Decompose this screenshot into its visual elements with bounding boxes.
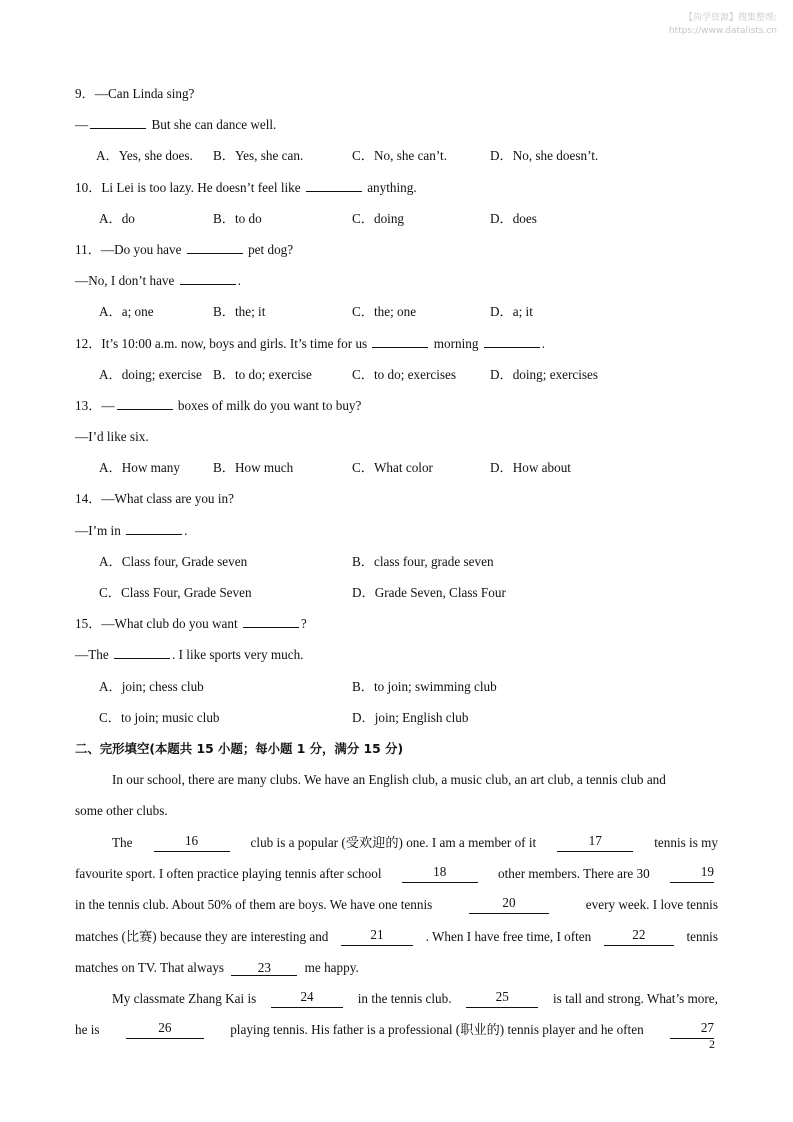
- q10-blank: [306, 180, 362, 192]
- q13-option-b: B．How much: [213, 460, 294, 475]
- q12-option-b: B．to do; exercise: [213, 367, 312, 382]
- cloze-gap-21: 21: [341, 928, 413, 946]
- page-number: 2: [709, 1037, 715, 1051]
- cloze-gap-22: 22: [604, 928, 674, 946]
- cloze-gap-19: 19: [670, 865, 714, 883]
- q12-option-a: A．doing; exercise: [99, 367, 202, 382]
- q11-option-b: B．the; it: [213, 304, 266, 319]
- q13-blank: [117, 398, 173, 410]
- q13-stem: 13．— boxes of milk do you want to buy?: [75, 398, 362, 413]
- q14-option-d: D．Grade Seven, Class Four: [352, 585, 506, 600]
- cloze-gap-25: 25: [466, 990, 538, 1008]
- q11-option-c: C．the; one: [352, 304, 417, 319]
- q13-answer-line: —I’d like six.: [75, 429, 149, 444]
- passage-p1-line2: some other clubs.: [75, 803, 168, 818]
- q15-option-a: A．join; chess club: [99, 679, 204, 694]
- passage-p2-line4: matches (比赛) because they are interesting and 21 . When I have free time, I often 22 tennis: [75, 927, 718, 944]
- q14-stem: 14．—What class are you in?: [75, 491, 234, 506]
- q10-stem: 10．Li Lei is too lazy. He doesn’t feel like anything.: [75, 180, 417, 195]
- q12-option-d: D．doing; exercises: [490, 367, 599, 382]
- q14-option-b: B．class four, grade seven: [352, 554, 494, 569]
- q11-blank-2: [180, 273, 236, 285]
- cloze-gap-16: 16: [154, 834, 230, 852]
- passage-p3-line1: My classmate Zhang Kai is 24 in the tennis club. 25 is tall and strong. What’s more,: [112, 989, 718, 1006]
- q10-option-c: C．doing: [352, 211, 405, 226]
- q15-option-d: D．join; English club: [352, 710, 469, 725]
- passage-p2-line5: matches on TV. That always 23 me happy.: [75, 960, 359, 975]
- cloze-gap-23: 23: [231, 961, 297, 976]
- q9-answer-line: — But she can dance well.: [75, 117, 277, 132]
- q15-option-b: B．to join; swimming club: [352, 679, 497, 694]
- watermark: [669, 12, 777, 38]
- q15-stem: 15．—What club do you want ?: [75, 616, 307, 631]
- passage-p1-line1: In our school, there are many clubs. We have an English club, a music club, an art club, a tennis club and: [112, 772, 666, 787]
- cloze-gap-17: 17: [557, 834, 633, 852]
- cloze-gap-27: 27: [670, 1021, 714, 1039]
- q14-option-c: C．Class Four, Grade Seven: [99, 585, 252, 600]
- q15-blank-1: [243, 616, 299, 628]
- q9-option-a: A．Yes, she does.: [96, 148, 193, 163]
- q10-option-a: A．do: [99, 211, 135, 226]
- q11-blank-1: [187, 242, 243, 254]
- q11-stem: 11．—Do you have pet dog?: [75, 242, 294, 257]
- q9-option-c: C．No, she can’t.: [352, 148, 447, 163]
- q14-answer-line: —I’m in .: [75, 523, 188, 538]
- passage-p2-line2: favourite sport. I often practice playing tennis after school 18 other members. There are 30 19: [75, 864, 714, 881]
- q13-option-d: D．How about: [490, 460, 571, 475]
- q12-stem: 12．It’s 10:00 a.m. now, boys and girls. It’s time for us morning .: [75, 336, 546, 351]
- q9-option-b: B．Yes, she can.: [213, 148, 304, 163]
- q9-option-d: D．No, she doesn’t.: [490, 148, 599, 163]
- q9-stem: 9．—Can Linda sing?: [75, 86, 195, 101]
- q14-blank: [126, 523, 182, 535]
- q14-option-a: A．Class four, Grade seven: [99, 554, 248, 569]
- q12-blank-2: [484, 336, 540, 348]
- section-heading: 二、完形填空(本题共 15 小题；每小题 1 分，满分 15 分): [75, 741, 404, 756]
- cloze-gap-18: 18: [402, 865, 478, 883]
- cloze-gap-20: 20: [469, 896, 549, 914]
- q10-option-d: D．does: [490, 211, 537, 226]
- watermark-line2: https://www.datalists.cn: [668, 26, 777, 36]
- cloze-gap-26: 26: [126, 1021, 204, 1039]
- passage-p2-line3: in the tennis club. About 50% of them are boys. We have one tennis 20 every week. I love tennis: [75, 895, 718, 912]
- q11-answer-line: —No, I don’t have .: [75, 273, 241, 288]
- watermark-line1: 【尚学资源】搜集整理:: [683, 13, 777, 23]
- q13-option-a: A．How many: [99, 460, 180, 475]
- q13-option-c: C．What color: [352, 460, 433, 475]
- q15-blank-2: [114, 647, 170, 659]
- passage-p2-line1: The 16 club is a popular (受欢迎的) one. I am a member of it 17 tennis is my: [112, 833, 718, 850]
- cloze-gap-24: 24: [271, 990, 343, 1008]
- q12-blank-1: [372, 336, 428, 348]
- passage-p3-line2: he is 26 playing tennis. His father is a professional (职业的) tennis player and he often 27: [75, 1020, 714, 1037]
- q11-option-a: A．a; one: [99, 304, 154, 319]
- q15-option-c: C．to join; music club: [99, 710, 220, 725]
- q11-option-d: D．a; it: [490, 304, 533, 319]
- q9-blank: [90, 117, 146, 129]
- q10-option-b: B．to do: [213, 211, 262, 226]
- q15-answer-line: —The . I like sports very much.: [75, 647, 304, 662]
- q12-option-c: C．to do; exercises: [352, 367, 457, 382]
